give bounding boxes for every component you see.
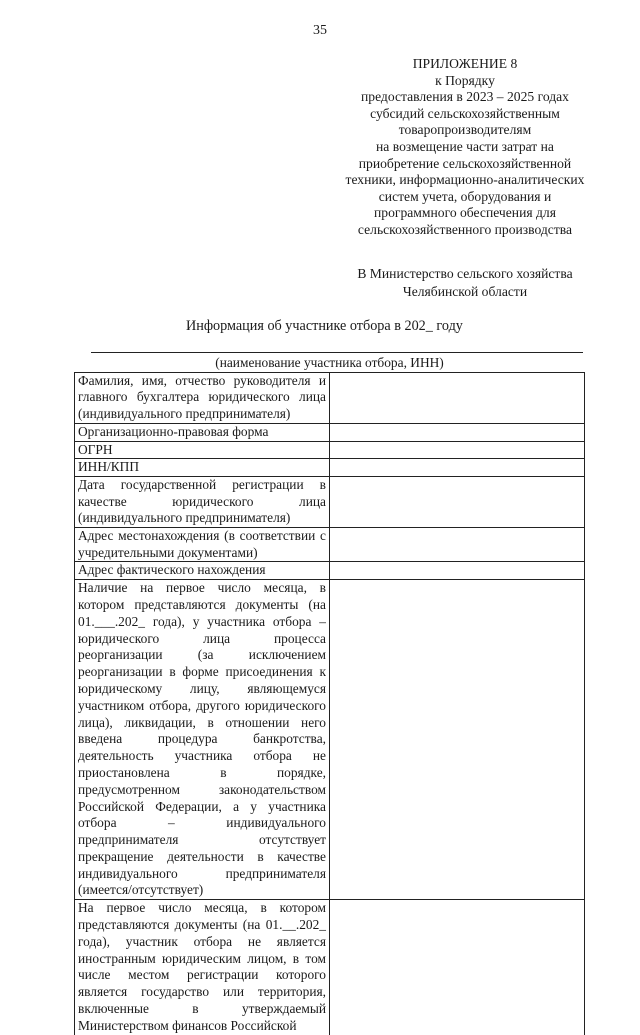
row-label: ИНН/КПП [75,459,330,477]
appendix-line: на возмещение части затрат на [376,138,554,154]
row-label: ОГРН [75,441,330,459]
row-value-cell[interactable] [330,900,585,1035]
row-value-cell[interactable] [330,423,585,441]
row-label: Фамилия, имя, отчество руководителя и главного бухгалтера юридического лица (индивидуального предпринимателя) [75,372,330,423]
row-label: На первое число месяца, в котором представляются документы (на 01.__.202_ года), участник отбора не является иностранным юридическим лицом, в том числе местом регистрации которого является государство или территория, включенные в утверждаемый Министерством финансов Российской [75,900,330,1035]
participant-info-table [74,355,585,1035]
row-value-cell[interactable] [330,459,585,477]
row-value-cell[interactable] [330,441,585,459]
participant-caption: (наименование участника отбора, ИНН) [75,355,585,372]
table-row [75,459,585,477]
row-label: Дата государственной регистрации в качестве юридического лица (индивидуального предпринимателя) [75,476,330,527]
appendix-line: сельскохозяйственного производства [357,221,573,237]
appendix-line: приобретение сельскохозяйственной [358,155,572,171]
row-value-cell[interactable] [330,580,585,900]
appendix-line: программного обеспечения для [374,205,556,221]
row-label: Адрес местонахождения (в соответствии с учредительными документами) [75,528,330,562]
row-label: Адрес фактического нахождения [75,562,330,580]
row-label: Наличие на первое число месяца, в котором представляются документы (на 01.___.202_ года), у участника отбора – юридического лица процесса реорганизации (за исключением реорганизации в форме присоединения к юридическому лицу, являющемуся участником отбора, другого юридического лица), ликвидации, в отношении него введена процедура банкротства, деятельность участника отбора не приостановлена в порядке, предусмотренном законодательством Российской Федерации, а у участника отбора – индивидуального предпринимателя отсутствует прекращение деятельности в качестве индивидуального предпринимателя (имеется/отсутствует) [75,580,330,900]
row-value-cell[interactable] [330,562,585,580]
row-label: Организационно-правовая форма [75,423,330,441]
row-value-cell[interactable] [330,372,585,423]
appendix-line: товаропроизводителям [398,122,532,138]
appendix-line: субсидий сельскохозяйственным [370,105,560,121]
table-row [75,528,585,562]
row-value-cell[interactable] [330,476,585,527]
appendix-line: систем учета, оборудования и [378,188,552,204]
table-row [75,441,585,459]
table-row [75,372,585,423]
row-value-cell[interactable] [330,528,585,562]
recipient-block [300,265,630,301]
appendix-header [300,56,630,239]
table-row [75,900,585,1035]
participant-name-line [91,352,583,353]
table-row [75,580,585,900]
appendix-title: ПРИЛОЖЕНИЕ 8 [412,56,518,71]
table-row [75,476,585,527]
appendix-line: техники, информационно-аналитических [345,172,585,188]
page-number: 35 [313,23,327,38]
table-row [75,423,585,441]
table-caption-row [75,355,585,372]
appendix-line: к Порядку [435,72,495,88]
recipient-line: Челябинской области [402,284,528,299]
appendix-line: предоставления в 2023 – 2025 годах [361,89,569,105]
table-row [75,562,585,580]
recipient-line: В Министерство сельского хозяйства [357,266,573,281]
form-title: Информация об участнике отбора в 202_ году [186,318,463,334]
